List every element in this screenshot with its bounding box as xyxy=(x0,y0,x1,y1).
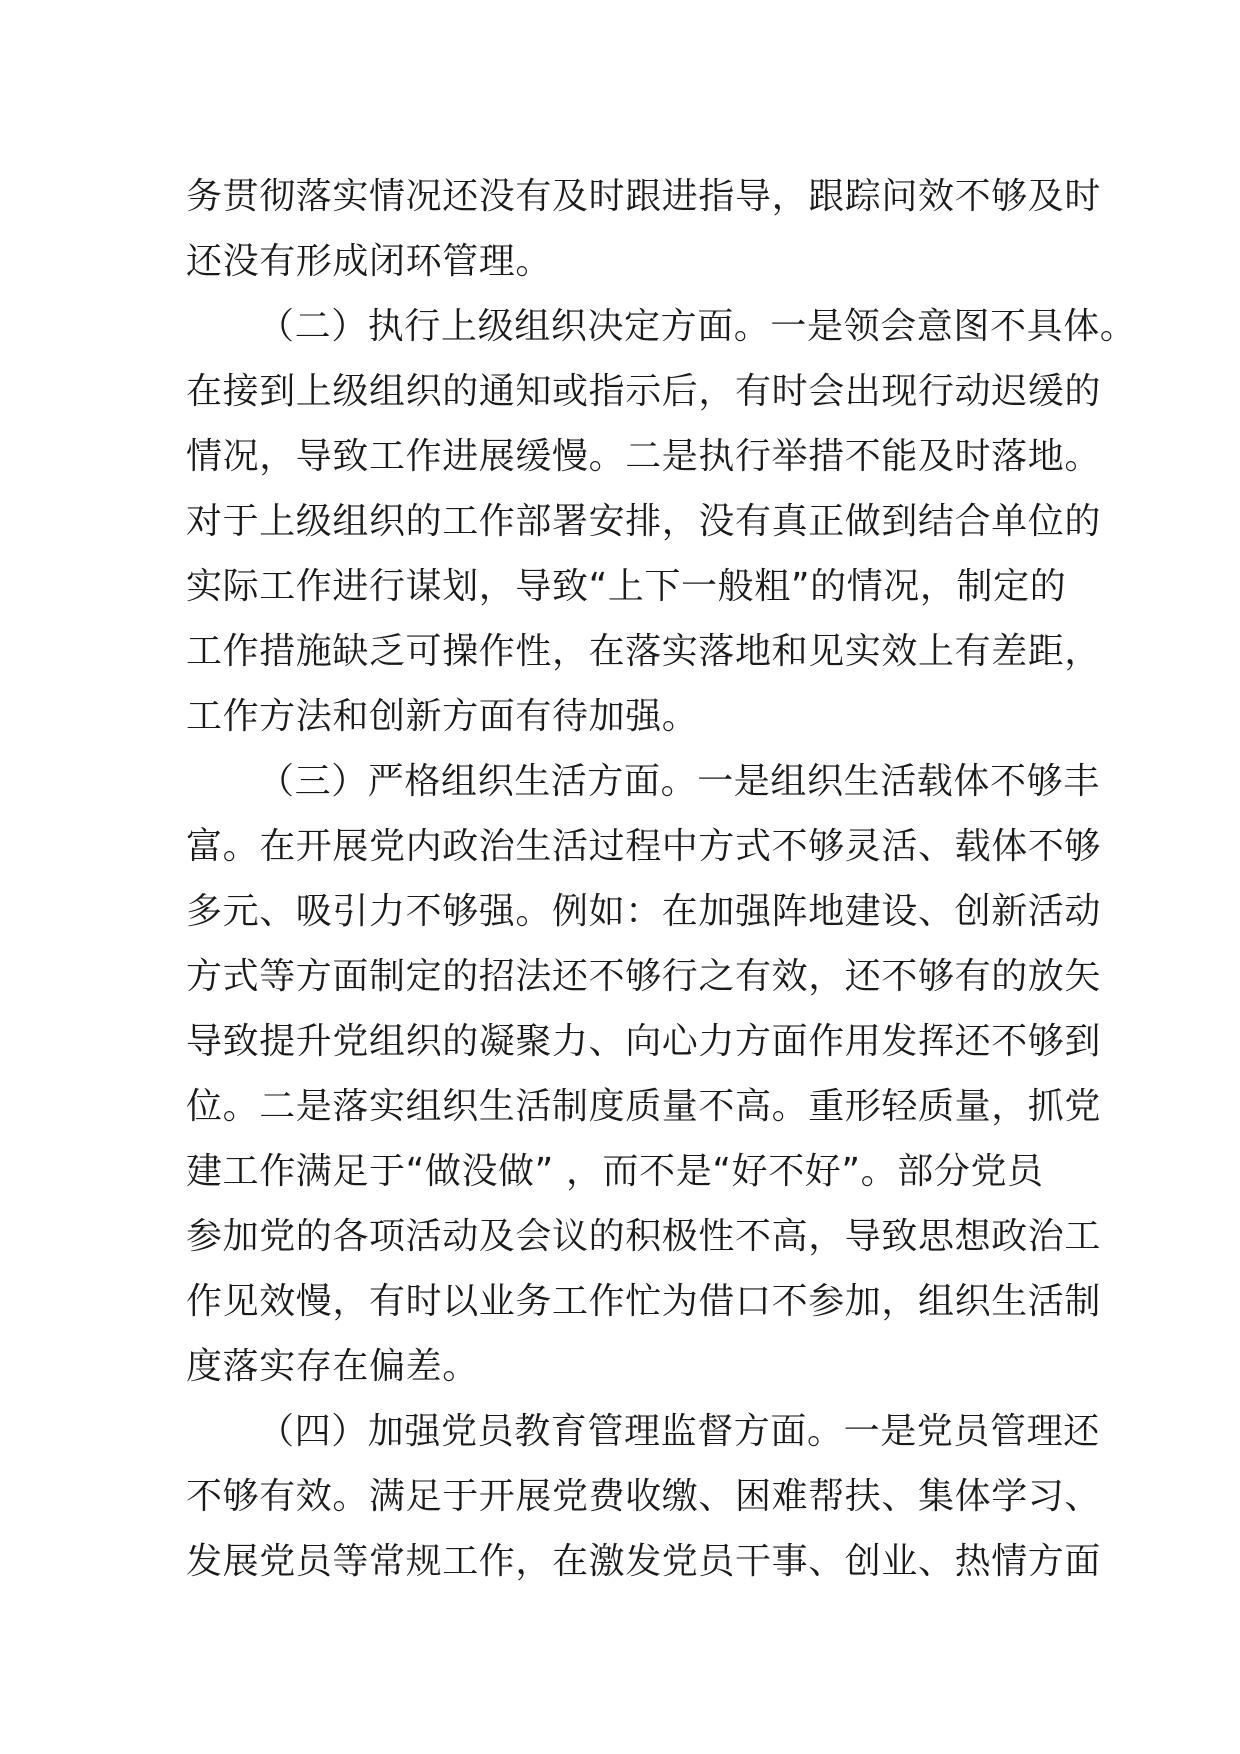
text-line: 对于上级组织的工作部署安排，没有真正做到结合单位的 xyxy=(186,501,1102,542)
text-line: 作见效慢，有时以业务工作忙为借口不参加，组织生活制 xyxy=(186,1281,1102,1322)
text-line: 实际工作进行谋划，导致“上下一般粗”的情况，制定的 xyxy=(186,566,1067,607)
text-line: 多元、吸引力不够强。例如：在加强阵地建设、创新活动 xyxy=(186,891,1102,932)
text-line: 情况，导致工作进展缓慢。二是执行举措不能及时落地。 xyxy=(186,436,1102,477)
text-line: 位。二是落实组织生活制度质量不高。重形轻质量，抓党 xyxy=(186,1086,1102,1127)
text-line: 度落实存在偏差。 xyxy=(186,1346,479,1387)
text-line: 工作方法和创新方面有待加强。 xyxy=(186,696,699,737)
text-line: 方式等方面制定的招法还不够行之有效，还不够有的放矢 xyxy=(186,956,1102,997)
text-line: 还没有形成闭环管理。 xyxy=(186,241,553,282)
section-heading-line: （三）严格组织生活方面。一是组织生活载体不够丰 xyxy=(258,761,1100,802)
text-line: 工作措施缺乏可操作性，在落实落地和见实效上有差距， xyxy=(186,631,1102,672)
document-body xyxy=(186,164,1137,1594)
text-line: 建工作满足于“做没做” ，而不是“好不好”。部分党员 xyxy=(186,1151,1044,1192)
section-heading-line: （四）加强党员教育管理监督方面。一是党员管理还 xyxy=(258,1411,1100,1452)
text-line: 导致提升党组织的凝聚力、向心力方面作用发挥还不够到 xyxy=(186,1021,1102,1062)
text-line: 发展党员等常规工作，在激发党员干事、创业、热情方面 xyxy=(186,1541,1102,1582)
text-line: 富。在开展党内政治生活过程中方式不够灵活、载体不够 xyxy=(186,826,1102,867)
section-heading-line: （二）执行上级组织决定方面。一是领会意图不具体。 xyxy=(258,306,1137,347)
text-line: 不够有效。满足于开展党费收缴、困难帮扶、集体学习、 xyxy=(186,1476,1102,1517)
text-line: 参加党的各项活动及会议的积极性不高，导致思想政治工 xyxy=(186,1216,1102,1257)
text-line: 务贯彻落实情况还没有及时跟进指导，跟踪问效不够及时 xyxy=(186,176,1102,217)
text-line: 在接到上级组织的通知或指示后，有时会出现行动迟缓的 xyxy=(186,371,1102,412)
